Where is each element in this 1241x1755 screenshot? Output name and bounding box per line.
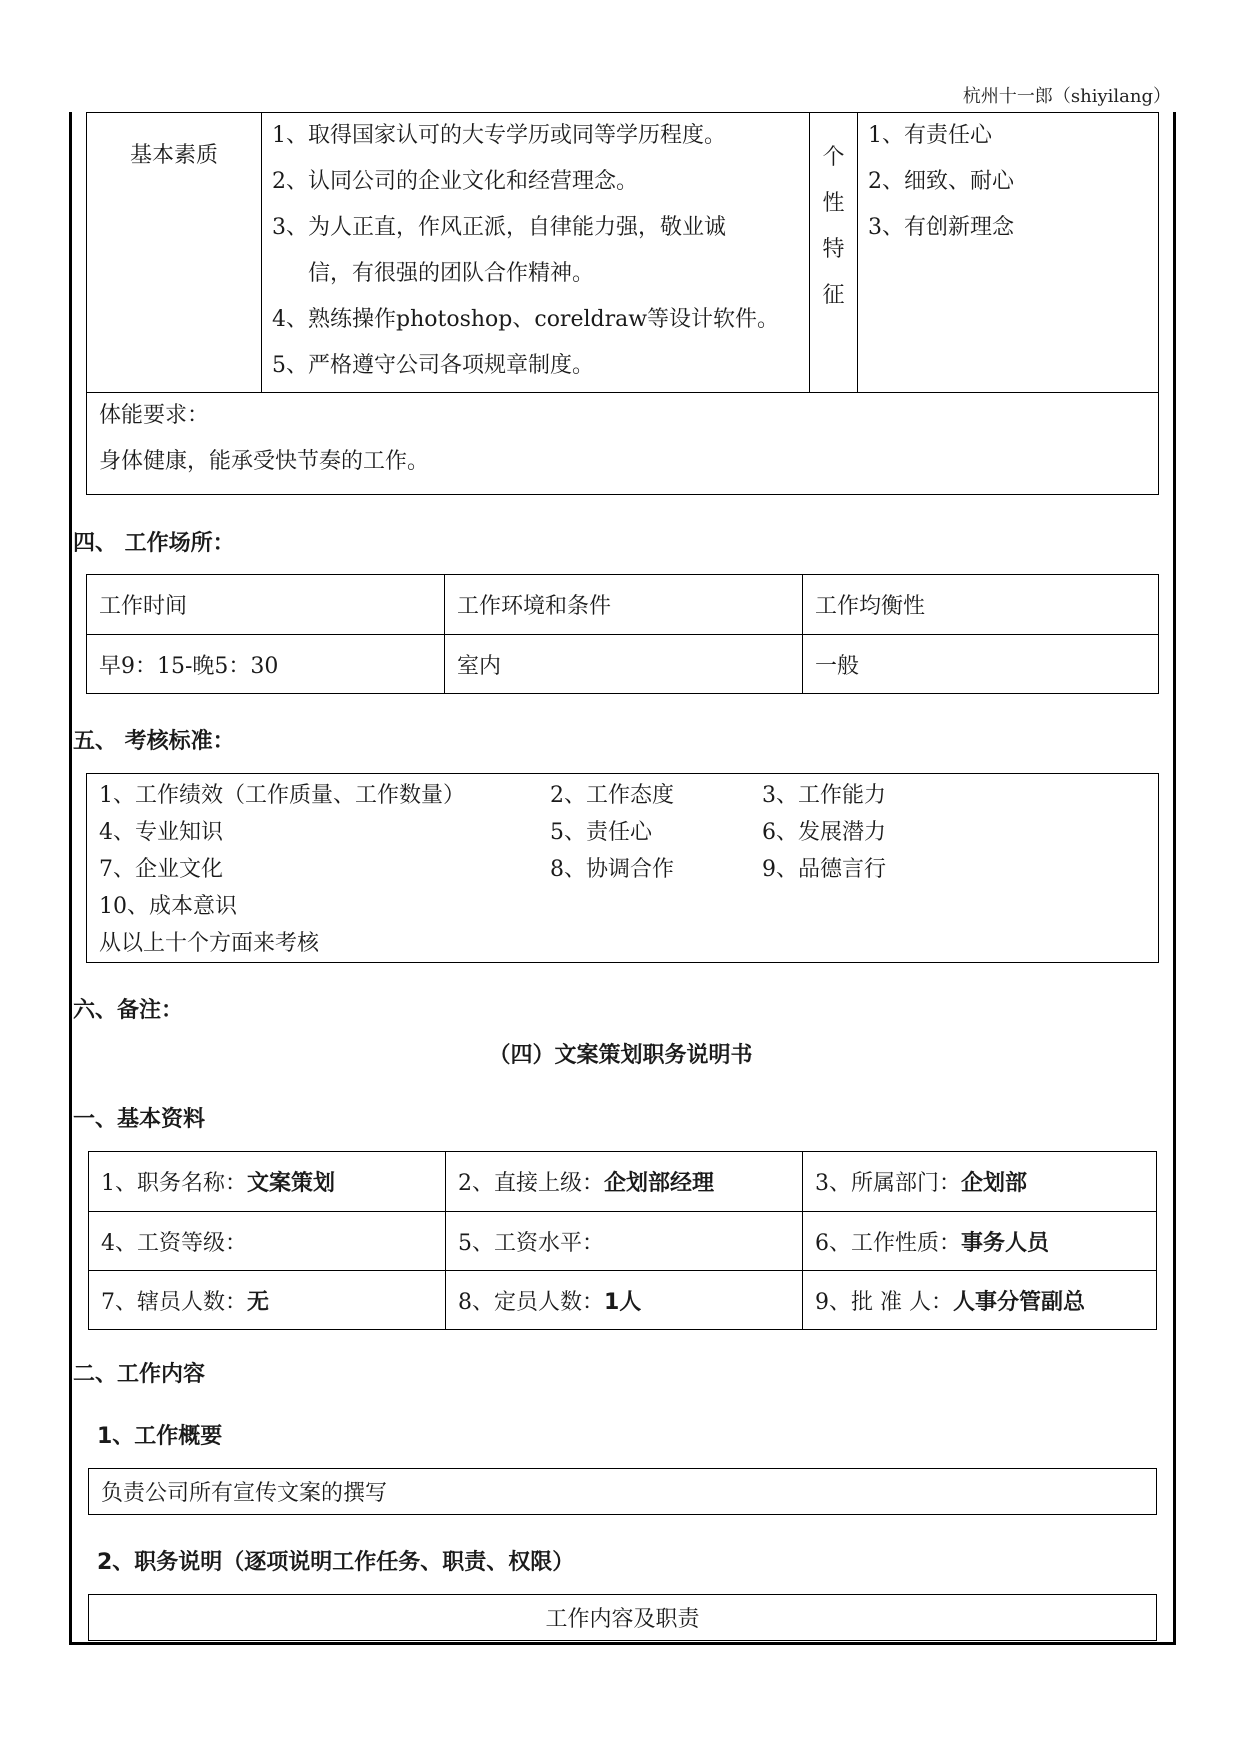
info-label: 1、职务名称： (101, 1171, 247, 1196)
basic-item: 3、为人正直，作风正派，自律能力强，敬业诚 (272, 215, 726, 240)
workplace-table (86, 574, 1159, 694)
basic-quality-label-cell (87, 113, 262, 393)
work-summary-box: 负责公司所有宣传文案的撰写 (88, 1468, 1157, 1515)
duties-title: 2、职务说明（逐项说明工作任务、职责、权限） (97, 1550, 575, 1575)
info-label: 3、所属部门： (815, 1171, 961, 1196)
info-value: 人事分管副总 (952, 1289, 1085, 1315)
header-note: 杭州十一郎（shiyilang） (962, 86, 1171, 107)
assessment-item: 7、企业文化 (99, 857, 223, 882)
info-value: 1人 (604, 1289, 642, 1315)
assessment-row (99, 851, 1158, 888)
assessment-item: 4、专业知识 (99, 820, 223, 845)
personality-label-char: 征 (822, 283, 845, 308)
assessment-item: 9、品德言行 (762, 857, 886, 882)
physical-requirement-cell (87, 393, 1159, 495)
personality-label-cell (810, 113, 858, 393)
personality-item: 1、有责任心 (868, 123, 992, 148)
info-label: 2、直接上级： (458, 1171, 604, 1196)
basic-item: 5、严格遵守公司各项规章制度。 (272, 353, 594, 378)
info-label: 6、工作性质： (815, 1230, 961, 1256)
physical-text: 身体健康，能承受快节奏的工作。 (99, 449, 430, 474)
info-value: 文案策划 (247, 1171, 336, 1196)
basic-info-table (88, 1151, 1157, 1330)
workplace-value: 室内 (445, 635, 803, 694)
basic-item: 2、认同公司的企业文化和经营理念。 (272, 169, 638, 194)
info-label: 9、批 准 人： (815, 1289, 953, 1315)
info-label: 4、工资等级： (101, 1230, 247, 1256)
workplace-value: 早9：15-晚5：30 (87, 635, 445, 694)
assessment-item-10: 10、成本意识 (99, 894, 237, 919)
basic-quality-items-cell (262, 113, 810, 393)
basic-info-cell (803, 1212, 1157, 1271)
info-value: 无 (247, 1289, 270, 1315)
personality-item: 2、细致、耐心 (868, 169, 1014, 194)
basic-item: 信，有很强的团队合作精神。 (308, 261, 595, 286)
assessment-item: 2、工作态度 (550, 783, 674, 808)
info-value: 企划部经理 (604, 1171, 715, 1196)
basic-quality-label: 基本素质 (129, 143, 218, 168)
assessment-item: 3、工作能力 (762, 783, 886, 808)
section4-title: 四、 工作场所： (73, 531, 235, 556)
basic-info-cell (89, 1212, 446, 1271)
info-label: 5、工资水平： (458, 1230, 604, 1256)
physical-label: 体能要求： (99, 403, 210, 428)
qualification-table (86, 112, 1159, 495)
info-value: 企划部 (961, 1171, 1028, 1196)
info-label: 8、定员人数： (458, 1289, 604, 1315)
info-label: 7、辖员人数： (101, 1289, 247, 1315)
personality-items-cell (858, 113, 1159, 393)
section6-title: 六、备注： (73, 998, 184, 1023)
info-value: 事务人员 (961, 1230, 1050, 1256)
document-title: （四）文案策划职务说明书 (488, 1043, 753, 1068)
basic-item: 4、熟练操作photoshop、coreldraw等设计软件。 (272, 307, 780, 332)
assessment-item: 5、责任心 (550, 820, 652, 845)
assessment-box (86, 773, 1159, 963)
personality-label-char: 个 (822, 145, 845, 170)
work-content-title: 二、工作内容 (73, 1362, 206, 1387)
assessment-row (99, 777, 1158, 814)
section5-title: 五、 考核标准： (73, 729, 235, 754)
workplace-header: 工作时间 (87, 575, 445, 635)
workplace-header: 工作环境和条件 (445, 575, 803, 635)
workplace-header: 工作均衡性 (803, 575, 1159, 635)
basic-info-cell (446, 1212, 803, 1271)
basic-info-cell (89, 1152, 446, 1212)
basic-info-cell (446, 1271, 803, 1330)
assessment-row (99, 814, 1158, 851)
assessment-item: 6、发展潜力 (762, 820, 886, 845)
assessment-item: 8、协调合作 (550, 857, 674, 882)
personality-label-char: 性 (822, 191, 845, 216)
basic-info-cell (446, 1152, 803, 1212)
personality-label-char: 特 (822, 237, 845, 262)
personality-item: 3、有创新理念 (868, 215, 1014, 240)
basic-info-cell (89, 1271, 446, 1330)
basic-info-title: 一、基本资料 (73, 1107, 206, 1132)
work-summary-title: 1、工作概要 (97, 1424, 223, 1449)
basic-item: 1、取得国家认可的大专学历或同等学历程度。 (272, 123, 726, 148)
assessment-item: 1、工作绩效（工作质量、工作数量） (99, 783, 465, 808)
workplace-value: 一般 (803, 635, 1159, 694)
basic-info-cell (803, 1152, 1157, 1212)
basic-info-cell (803, 1271, 1157, 1330)
assessment-summary: 从以上十个方面来考核 (99, 931, 320, 956)
duties-header-box: 工作内容及职责 (88, 1594, 1157, 1641)
